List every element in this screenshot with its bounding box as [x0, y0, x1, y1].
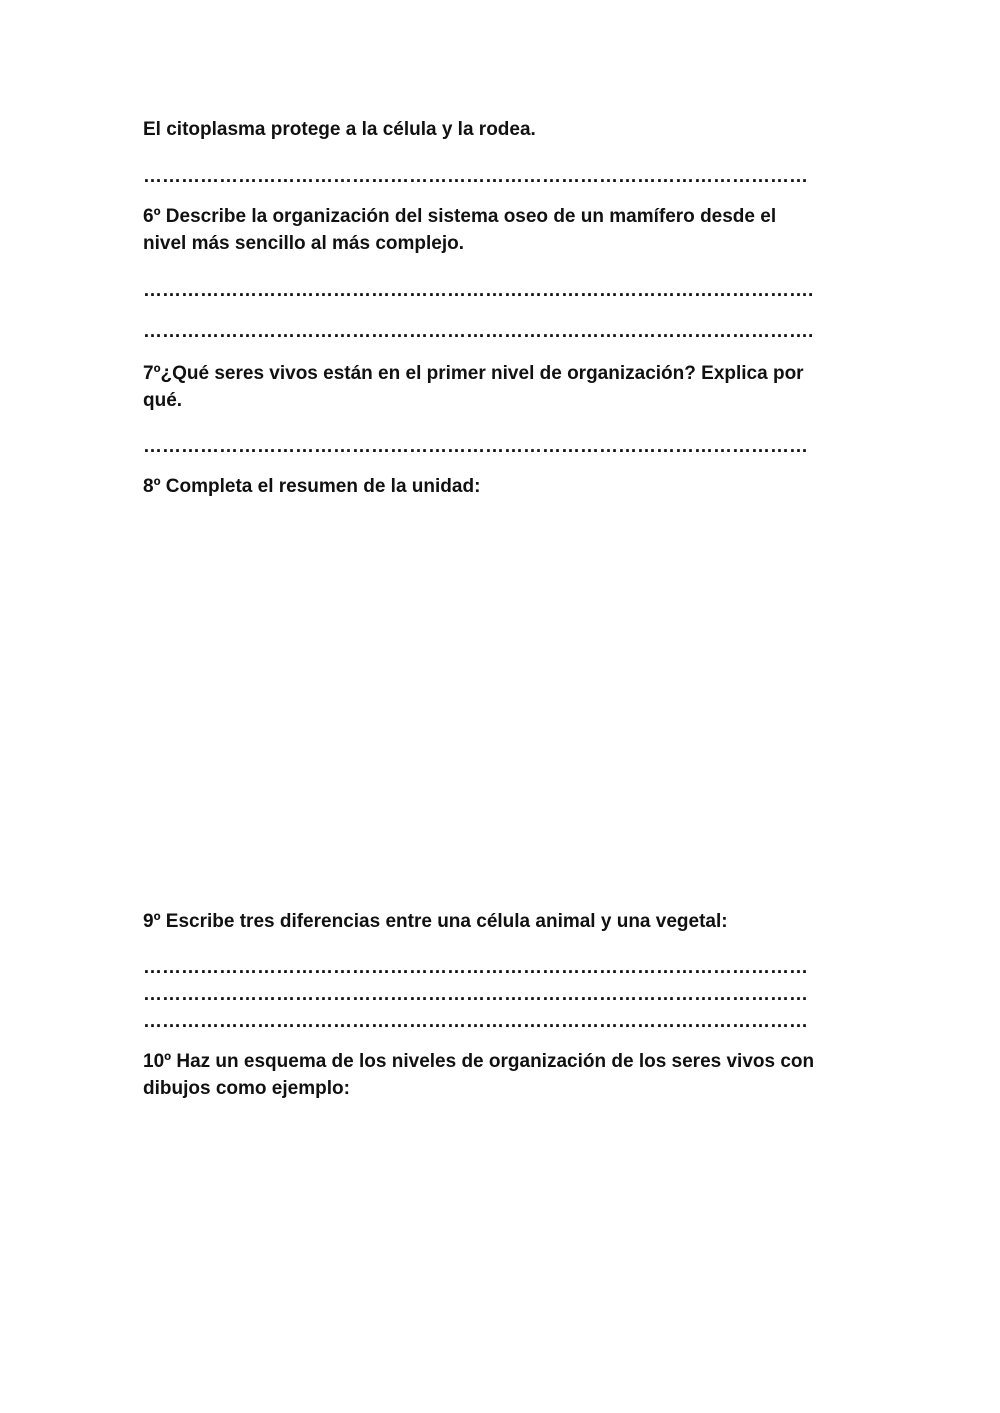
answer-line[interactable]: ……………………………………………………………………………………………: [143, 984, 808, 1005]
answer-line[interactable]: ……………………………………………………………………………………………: [143, 436, 808, 457]
answer-line[interactable]: ……………………………………………………………………………………………: [143, 957, 808, 978]
question-6-line-1: 6º Describe la organización del sistema oseo de un mamífero desde el: [143, 206, 777, 227]
answer-line[interactable]: …………………………………………………………………………………………….: [143, 321, 814, 342]
question-8: 8º Completa el resumen de la unidad:: [143, 476, 481, 497]
answer-line[interactable]: ……………………………………………………………………………………………: [143, 1011, 808, 1032]
question-9: 9º Escribe tres diferencias entre una célula animal y una vegetal:: [143, 911, 728, 932]
question-7-line-1: 7º¿Qué seres vivos están en el primer nivel de organización? Explica por: [143, 363, 804, 384]
question-7-line-2: qué.: [143, 390, 183, 411]
question-10-line-1: 10º Haz un esquema de los niveles de organización de los seres vivos con: [143, 1051, 815, 1072]
answer-line[interactable]: …………………………………………………………………………………………….: [143, 280, 814, 301]
answer-line[interactable]: ……………………………………………………………………………………………: [143, 166, 808, 187]
statement-citoplasma: El citoplasma protege a la célula y la rodea.: [143, 119, 536, 140]
question-10-line-2: dibujos como ejemplo:: [143, 1078, 350, 1099]
question-6-line-2: nivel más sencillo al más complejo.: [143, 233, 465, 254]
